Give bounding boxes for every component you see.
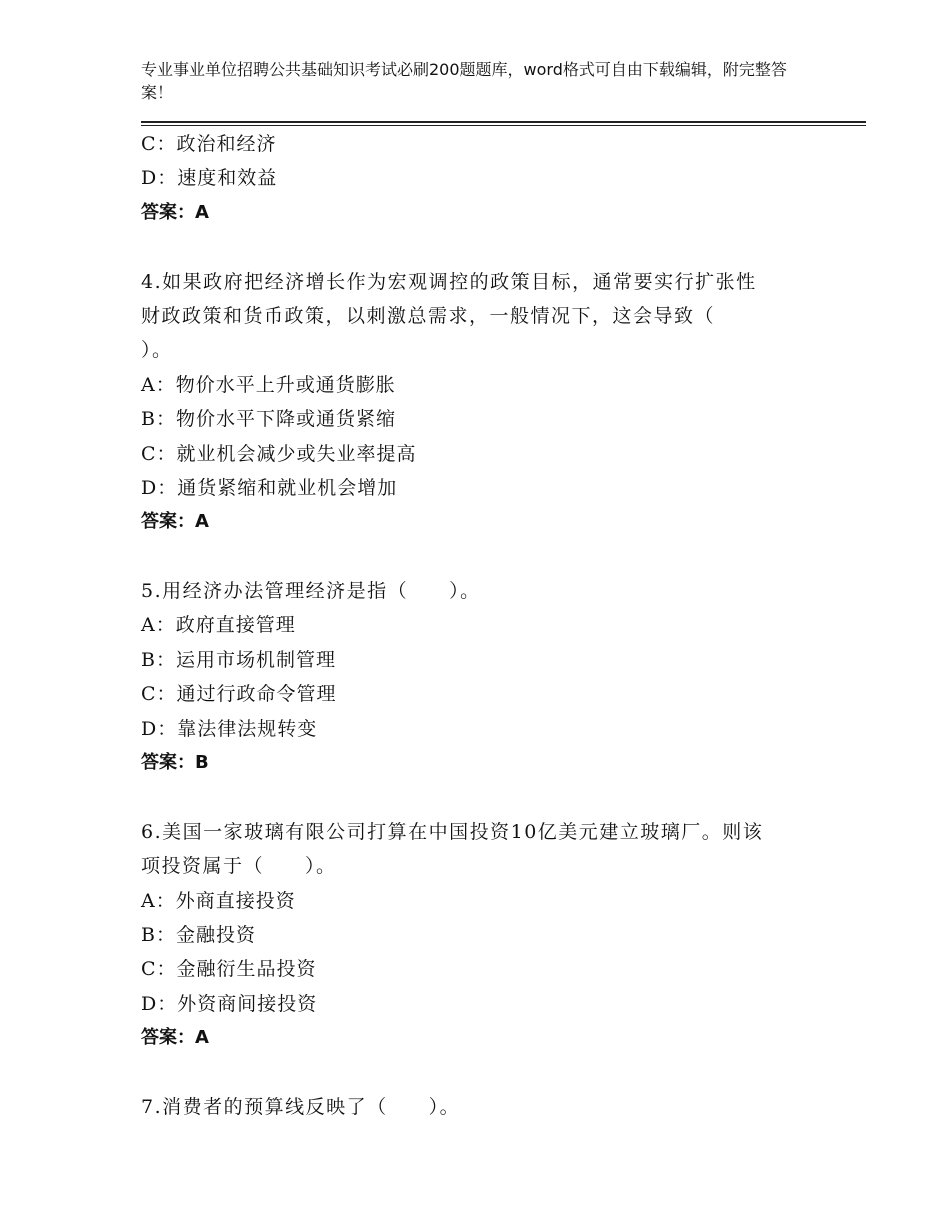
answer-line: 答案：A (141, 511, 209, 533)
option-b: B：物价水平下降或通货紧缩 (141, 408, 396, 431)
option-d: D：通货紧缩和就业机会增加 (141, 476, 398, 499)
option-b: B：运用市场机制管理 (141, 648, 336, 671)
question-list (141, 127, 821, 1124)
spacer (141, 1056, 821, 1090)
question-stem: ）。 (141, 339, 173, 362)
option-a: A：外商直接投资 (141, 889, 296, 912)
header-rule-thick (141, 121, 866, 123)
answer-line: 答案：A (141, 1027, 209, 1049)
option-c: C：政治和经济 (141, 133, 277, 155)
question-stem: 6.美国一家玻璃有限公司打算在中国投资10亿美元建立玻璃厂。则该 (141, 820, 764, 843)
option-b: B：金融投资 (141, 923, 256, 946)
option-d: D：速度和效益 (141, 167, 278, 190)
option-a: A：物价水平上升或通货膨胀 (141, 373, 396, 396)
answer-line: 答案：A (141, 201, 209, 223)
question-stem: 项投资属于（ ）。 (141, 855, 337, 878)
document-header: 专业事业单位招聘公共基础知识考试必刷200题题库，word格式可自由下载编辑，附完整答案！ (141, 60, 787, 102)
question-stem: 7.消费者的预算线反映了（ ）。 (141, 1095, 461, 1118)
option-d: D：外资商间接投资 (141, 992, 318, 1015)
option-c: C：通过行政命令管理 (141, 683, 337, 706)
answer-line: 答案：B (141, 752, 209, 774)
question-stem: 4.如果政府把经济增长作为宏观调控的政策目标，通常要实行扩张性 (141, 270, 757, 293)
option-a: A：政府直接管理 (141, 614, 296, 637)
question-stem: 财政政策和货币政策，以刺激总需求，一般情况下，这会导致（ (141, 304, 716, 327)
spacer (141, 780, 821, 814)
question-stem: 5.用经济办法管理经济是指（ ）。 (141, 580, 481, 603)
spacer (141, 540, 821, 574)
option-d: D：靠法律法规转变 (141, 717, 318, 740)
option-c: C：就业机会减少或失业率提高 (141, 442, 417, 465)
header-rule-thin (141, 125, 866, 126)
option-c: C：金融衍生品投资 (141, 958, 317, 981)
spacer (141, 230, 821, 264)
